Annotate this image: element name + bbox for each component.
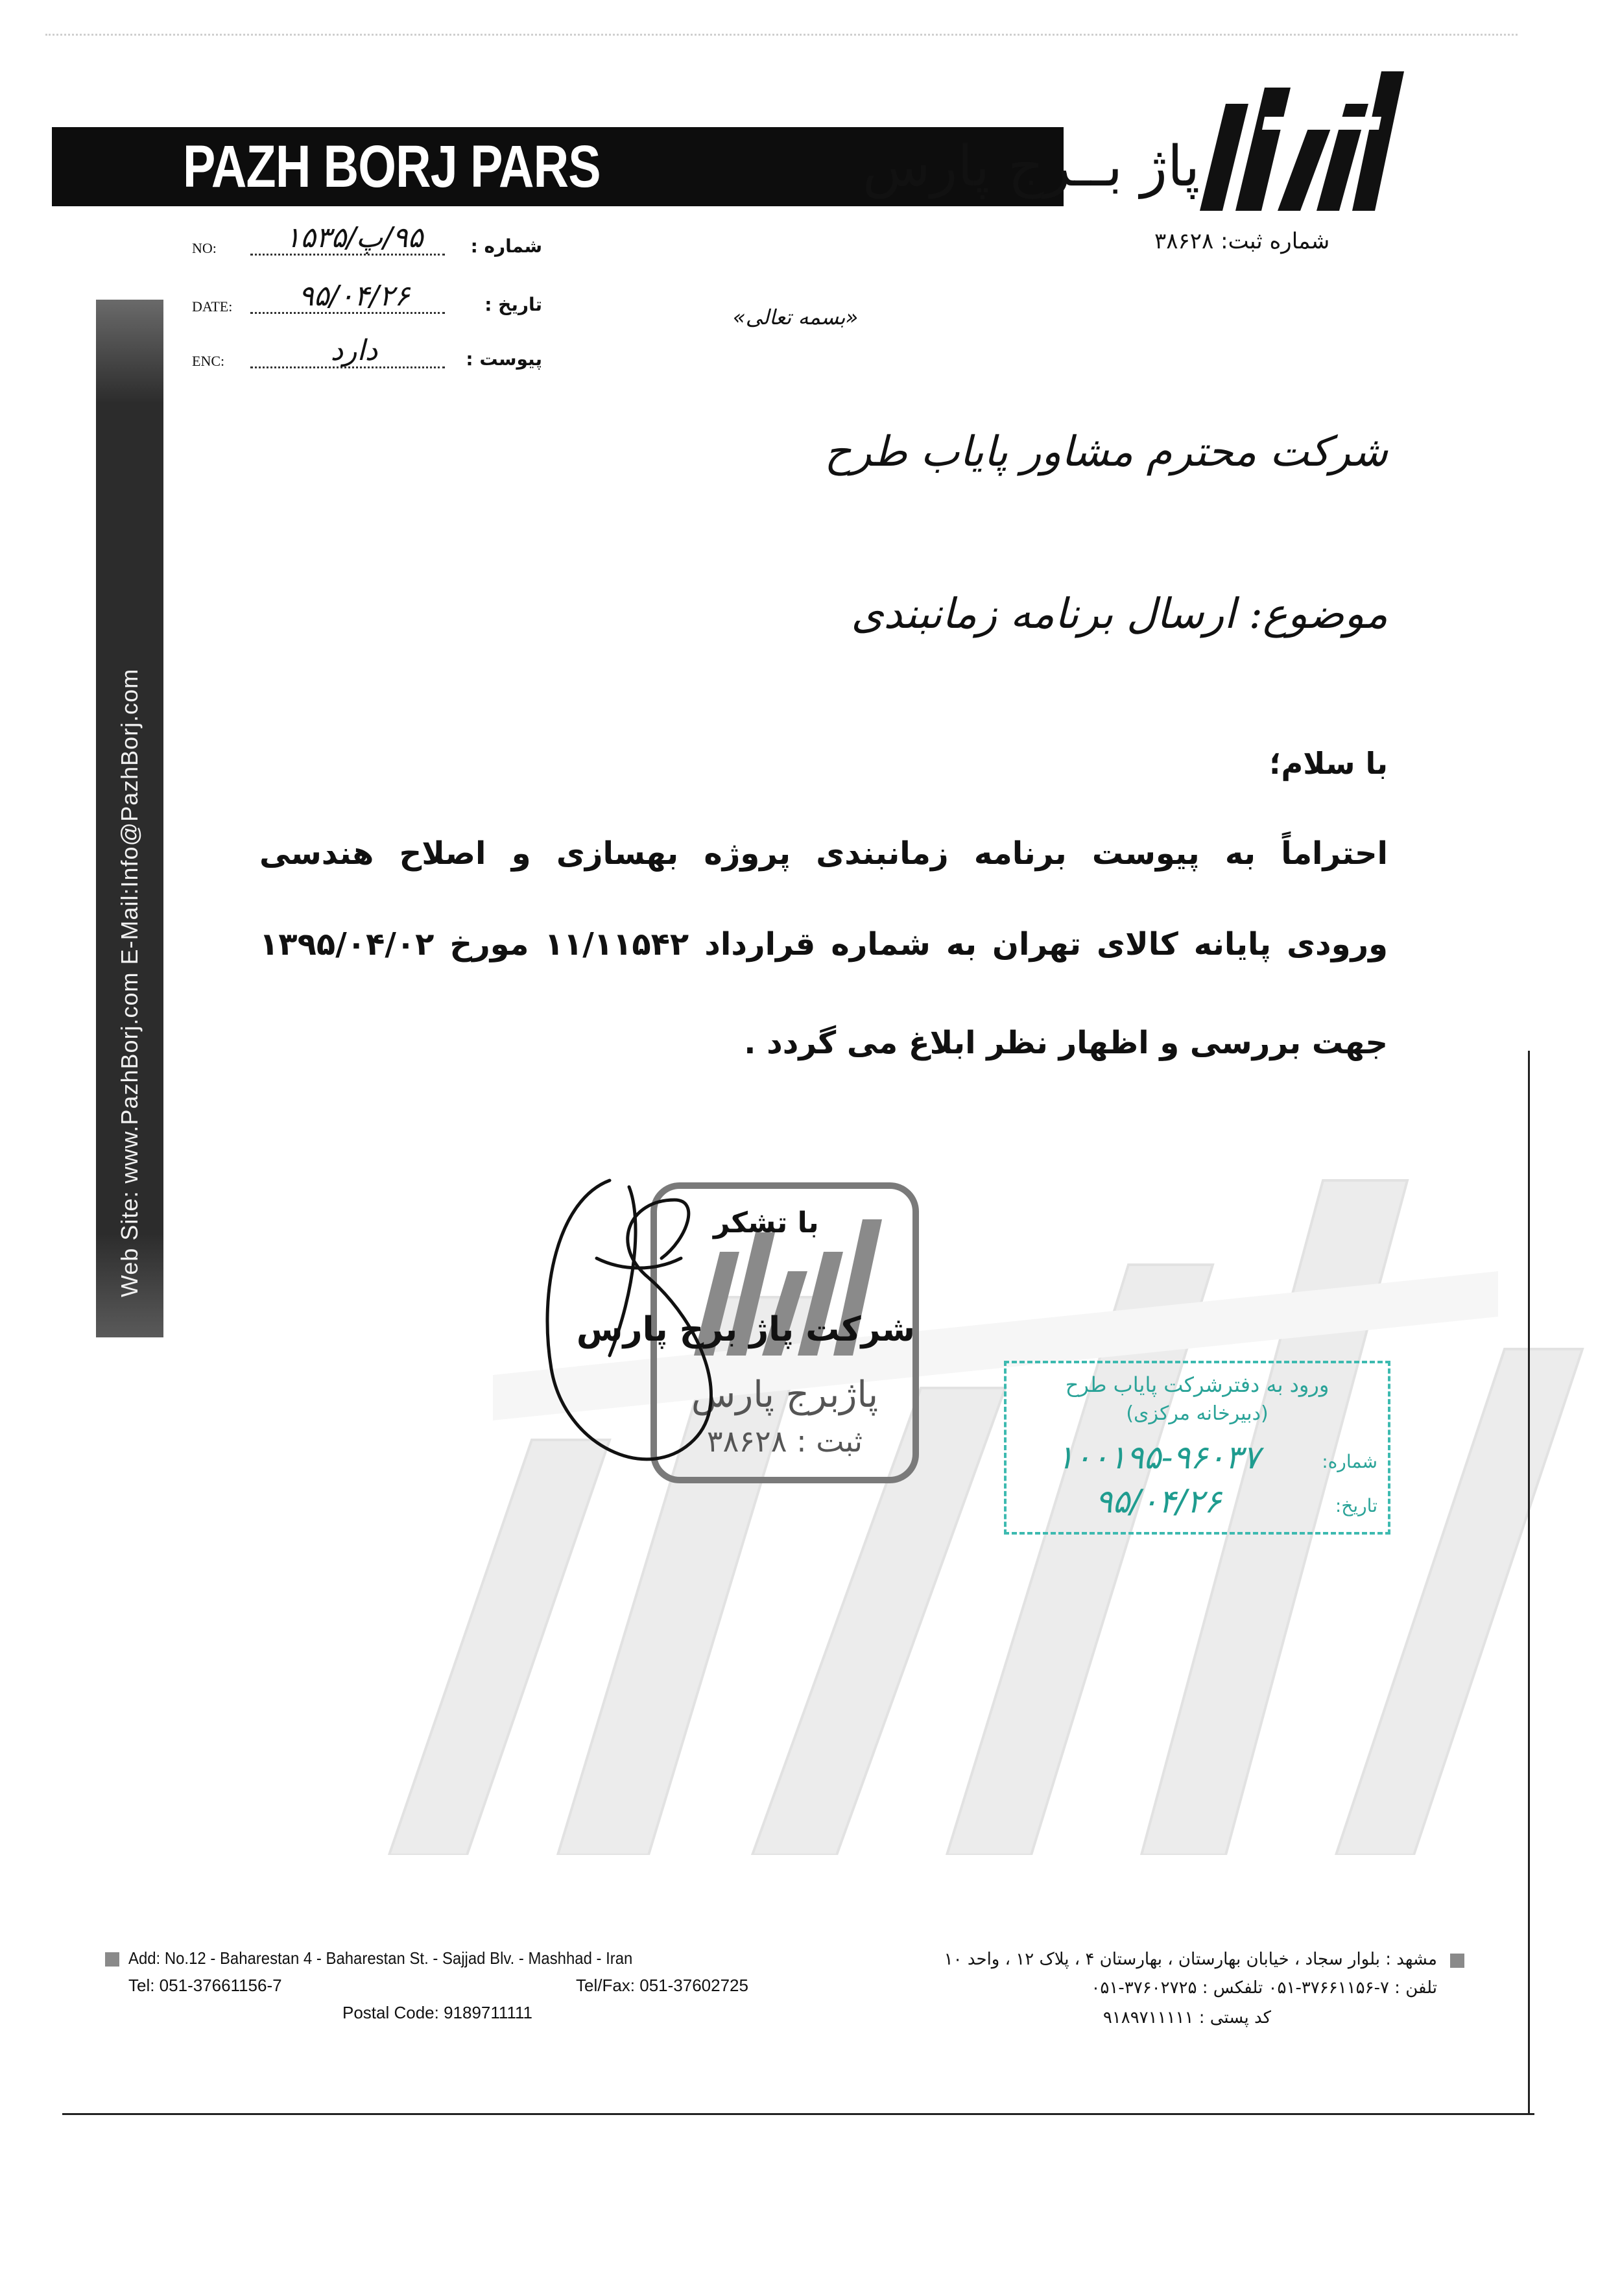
received-date-row — [1014, 1484, 1380, 1523]
greeting: با سلام؛ — [1269, 746, 1388, 781]
number-value: ۹۵/پ/۱۵۳۵ — [285, 221, 423, 254]
footer-postal-en: Postal Code: 9189711111 — [342, 2003, 532, 2022]
registration-number: شماره ثبت: ۳۸۶۲۸ — [1154, 228, 1330, 254]
company-logo-icon — [1187, 65, 1407, 214]
footer-tel-fa: تلفن : ۷-۳۷۶۶۱۱۵۶-۰۵۱ تلفکس : ۳۷۶۰۲۷۲۵-۰۵۱ — [1091, 1978, 1437, 1998]
company-name-english: PAZH BORJ PARS — [183, 134, 601, 200]
sidebar-contact — [96, 668, 163, 2296]
footer-address-en: Add: No.12 - Baharestan 4 - Baharestan St. - Sajjad Blv. - Mashhad - Iran — [128, 1948, 633, 1968]
date-label-en: DATE: — [192, 298, 233, 315]
footer-tel-en: Tel: 051-37661156-7 — [128, 1976, 282, 1995]
received-stamp-title: ورود به دفترشرکت پایاب طرح — [1065, 1372, 1329, 1397]
footer-fax-en: Tel/Fax: 051-37602725 — [576, 1976, 748, 1995]
number-label-en: NO: — [192, 240, 217, 256]
date-label-fa: تاریخ : — [484, 294, 542, 315]
footer-rule — [62, 2113, 1534, 2115]
closing-thanks: با تشکر — [713, 1206, 819, 1239]
received-number-value: ۱۰۰۱۹۵-۹۶۰۳۷ — [1056, 1439, 1260, 1476]
date-value: ۹۵/۰۴/۲۶ — [298, 280, 410, 313]
received-stamp-subtitle: (دبیرخانه مرکزی) — [1126, 1402, 1269, 1425]
signatory-company: شرکت پاژ برج پارس — [576, 1310, 916, 1349]
footer-address-fa: مشهد : بلوار سجاد ، خیابان بهارستان ، بهارستان ۴ ، پلاک ۱۲ ، واحد ۱۰ — [944, 1950, 1437, 1969]
stamp-registration: ثبت : ۳۸۶۲۸ — [706, 1424, 863, 1459]
sidebar-contact-text: Web Site: www.PazhBorj.com E-Mail:Info@PazhBorj.com — [116, 668, 143, 1297]
received-number-label: شماره: — [1322, 1451, 1377, 1472]
letter-number-field — [192, 222, 542, 261]
company-name-persian: پاژ بــرج پارس — [862, 134, 1200, 199]
footer-bullet-fa-icon — [1450, 1954, 1464, 1968]
body-line-1: احتراماً به پیوست برنامه زمانبندی پروژه بهسازی و اصلاح هندسی — [259, 835, 1388, 872]
number-label-fa: شماره : — [470, 235, 542, 257]
letter-date-field — [192, 280, 542, 319]
recipient: شرکت محترم مشاور پایاب طرح — [824, 428, 1388, 476]
received-stamp — [1004, 1361, 1390, 1535]
enclosure-label-fa: پیوست : — [466, 348, 542, 370]
handwritten-signature-icon — [532, 1161, 752, 1492]
footer-bullet-en-icon — [105, 1952, 119, 1967]
received-date-label: تاریخ: — [1335, 1495, 1377, 1516]
subject-line: موضوع: ارسال برنامه زمانبندی — [851, 590, 1388, 638]
scan-top-edge — [45, 34, 1518, 36]
body-line-2: ورودی پایانه کالای تهران به شماره قرارداد ۱۱/۱۱۵۴۲ مورخ ۱۳۹۵/۰۴/۰۲ — [259, 926, 1388, 963]
right-margin-line — [1528, 1051, 1530, 2114]
enclosure-label-en: ENC: — [192, 353, 225, 369]
body-line-3: جهت بررسی و اظهار نظر ابلاغ می گردد . — [744, 1025, 1388, 1061]
footer-postal-fa: کد پستی : ۹۱۸۹۷۱۱۱۱۱ — [1102, 2008, 1271, 2027]
received-number-row — [1014, 1440, 1380, 1479]
letter-enclosure-field — [192, 335, 542, 374]
basmala: «بسمه تعالی» — [733, 305, 859, 329]
received-date-value: ۹۵/۰۴/۲۶ — [1095, 1483, 1222, 1520]
stamp-company-name: پاژبرج پارس — [691, 1374, 879, 1416]
enclosure-value: دارد — [330, 334, 378, 367]
